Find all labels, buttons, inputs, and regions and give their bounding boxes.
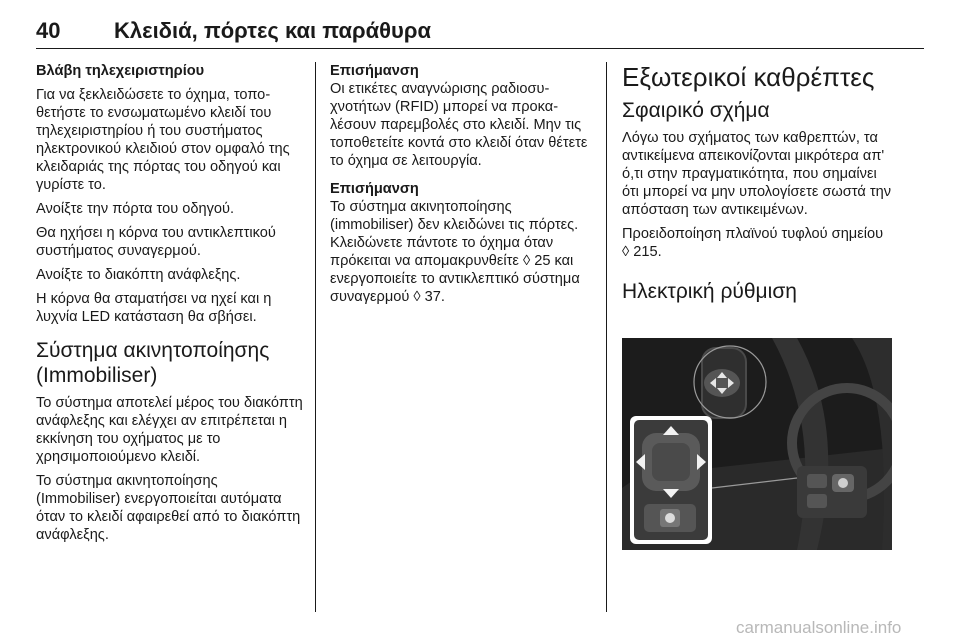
paragraph: Ανοίξτε το διακόπτη ανάφλεξης.	[36, 267, 241, 283]
paragraph: Η κόρνα θα σταματήσει να ηχεί και η λυχνία LED κατάσταση θα σβήσει.	[36, 291, 272, 325]
section-remote-failure-title: Βλάβη τηλεχειριστηρίου	[36, 63, 205, 79]
paragraph: Το σύστημα αποτελεί μέρος του διακόπτη ανάφλεξης και ελέγχει αν επιτρέπεται η εκκίνηση του οχήματος με το χρησιμοποιούμενο κλειδί.	[36, 395, 303, 465]
column-right	[622, 62, 892, 310]
section-mirrors-title: Εξωτερικοί καθρέπτες	[622, 62, 875, 92]
paragraph: Το σύστημα ακινητοποίησης (Immobiliser) ενεργοποιείται αυτόματα όταν το κλειδί αφαιρεθεί από το διακόπτη ανάφλεξης.	[36, 473, 301, 543]
page-header	[36, 18, 924, 52]
column-divider-2	[606, 62, 607, 612]
chapter-title: Κλειδιά, πόρτες και παράθυρα	[114, 18, 431, 43]
note-text: Οι ετικέτες αναγνώρισης ραδιοσυχνοτήτων (RFID) μπορεί να προκαλέσουν παρεμβολές στο κλειδί. Μην τις τοποθετείτε κοντά στο κλειδί όταν θέτετε το όχημα σε λειτουργία.	[330, 81, 588, 169]
note-rfid	[330, 62, 596, 170]
subsection-electric-title: Ηλεκτρική ρύθμιση	[622, 280, 797, 303]
note-immobiliser	[330, 180, 596, 306]
paragraph: Ανοίξτε την πόρτα του οδηγού.	[36, 201, 235, 217]
paragraph: Για να ξεκλειδώσετε το όχημα, τοποθετήστε το ενσωματωμένο κλειδί του τηλεχειριστηρίου ή του συστήματος ηλεκτρονικού κλειδιού στον ομφαλό της κλειδαριάς της πόρτας του οδηγού και γυρίστε το.	[36, 87, 290, 193]
column-left	[36, 62, 304, 550]
column-middle	[330, 62, 596, 316]
column-divider-1	[315, 62, 316, 612]
note-title: Επισήμανση	[330, 181, 419, 197]
paragraph: Προειδοποίηση πλαϊνού τυφλού σημείου ◊ 215.	[622, 226, 884, 260]
paragraph: Λόγω του σχήματος των καθρεπτών, τα αντικείμενα απεικονίζονται μικρότερα απ' ό,τι στην πραγματικότητα, που σημαίνει ότι μπορεί να μην υπολογίσετε σωστά την απόσταση των αντικειμένων.	[622, 130, 892, 218]
header-rule	[36, 48, 924, 49]
note-text: Το σύστημα ακινητοποίησης (immobiliser) δεν κλειδώνει τις πόρτες. Κλειδώνετε πάντοτε το όχημα όταν πρόκειται να απομακρυνθείτε ◊ 25 και ενεργοποιείτε το αντικλεπτικό σύστημα συναγερμού ◊ 37.	[330, 199, 580, 305]
note-title: Επισήμανση	[330, 63, 419, 79]
paragraph: Θα ηχήσει η κόρνα του αντικλεπτικού συστήματος συναγερμού.	[36, 225, 276, 259]
watermark: carmanualsonline.info	[736, 618, 902, 637]
mirror-adjust-figure	[622, 338, 892, 550]
page-number: 40	[36, 18, 61, 43]
subsection-convex-title: Σφαιρικό σχήμα	[622, 99, 770, 122]
section-immobiliser-title: Σύστημα ακινητοποίησης (Immobiliser)	[36, 339, 270, 387]
